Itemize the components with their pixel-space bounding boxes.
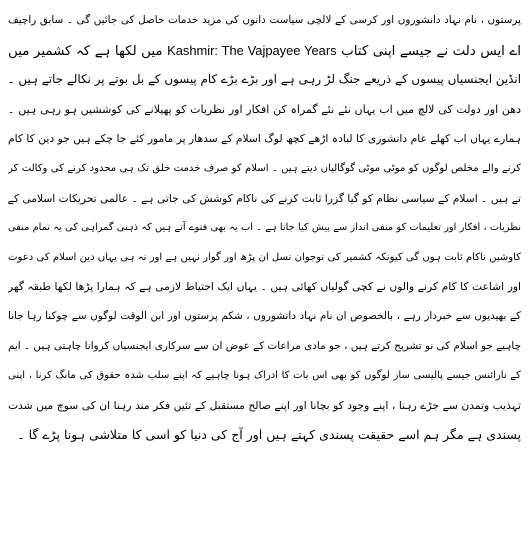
article-line-11: کے بھیدیوں سے خبردار رہے ، بالخصوص ان نام نہاد دانشوروں ، شکم پرستوں اور ابن الوقت لوگوں سے چوکنا رہا جانا (8, 309, 521, 322)
book-title: Kashmir: The Vajpayee Years (167, 42, 337, 58)
article-line-4: دھن اور دولت کی لالچ میں اب یہاں نئے نئے گمراہ کن افکار اور نظریات کو پھیلانے کی کوششیں ہو رہی ہیں ۔ (8, 102, 521, 116)
article-line-1: پرستوں ، نام نہاد دانشوروں اور کرسی کے لالچی سیاست دانوں کی مزید خدمات حاصل کی جائیں گی ۔ سابق راچیف (8, 14, 521, 26)
article-line-7: تے ہیں ۔ اسلام کے سیاسی نظام کو گیا گزرا ثابت کرنے کی ناکام کوشش کی جاتی ہے ۔ عالمی تحریکات اسلامی کے (8, 191, 521, 205)
article-line-10: اور اشاعت کا کام کرنے والوں نے کچی گولیاں کھائی ہیں ۔ یہاں ایک احتیاط لازمی ہے کہ ہمارا پڑھا لکھا طبقہ گھر (8, 280, 521, 294)
article-line-2 (8, 36, 521, 66)
article-line-14: تہذیب وتمدن سے جڑے رہنا ، اپنے وجود کو بچانا اور اپنے صالح مستقبل کے تئیں فکر مند رہنا ان کی سوچ میں شدت (8, 398, 521, 412)
article-line-13: کے نارائنس جیسے پالیسی ساز لوگوں کو بھی اس بات کا ادراک ہونا چاہیے کہ اپنے سلب شدہ حقوق کی مانگ کرنا ، اپنی (8, 370, 521, 382)
article-line-5: ہمارے یہاں اب کھلے عام دانشوری کا لبادہ اڑھے کچھ لوگ اسلام کے سدھار پر مامور کئے جا چکے ہیں جو دین کا کام (8, 132, 521, 146)
article-line-2-lead: اے ایس دلت نے جیسے اپنی کتاب (341, 43, 521, 59)
article-line-2-tail: میں لکھا ہے کہ کشمیر میں (8, 43, 163, 59)
article-line-12: چاہیے جو اسلام کی نو تشریح کرتے ہیں ، جو مادی مراعات کے عوض ان سے سرکاری ایجنسیاں کروانا چاہتی ہیں ۔ ایم (8, 339, 521, 352)
article-line-3: انڈین ایجنسیاں پیسوں کے ذریعے جنگ لڑ رہی ہے اور بڑے بڑے کام پیسوں کے بل بوتے پر نکالے جاتے ہیں ۔ (8, 72, 521, 87)
article-line-6: کرنے والے مخلص لوگوں کو موٹی موٹی گوگالیاں دیتے ہیں ۔ اسلام کو صرف خدمت خلق تک ہی محدود کرنے کی وکالت کر (8, 162, 521, 174)
article-line-8: نظریات ، افکار اور تعلیمات کو منفی انداز سے پیش کیا جاتا ہے ۔ اب یہ بھی فتوے آتے ہیں کہ ذہنی گمراہی کی یہ تمام منفی (8, 222, 521, 234)
article-line-15: پسندی ہے مگر ہم اسے حقیقت پسندی کہتے ہیں اور آج کی دنیا کو اسی کا متلاشی ہونا پڑے گا ۔ (17, 427, 521, 443)
article-line-9: کاوشیں ناکام ثابت ہوں گی کیونکہ کشمیر کی نوجوان نسل ان پڑھ اور گوار نہیں ہے اور نہ ہی یہاں دین اسلام کی دعوت (8, 251, 521, 263)
